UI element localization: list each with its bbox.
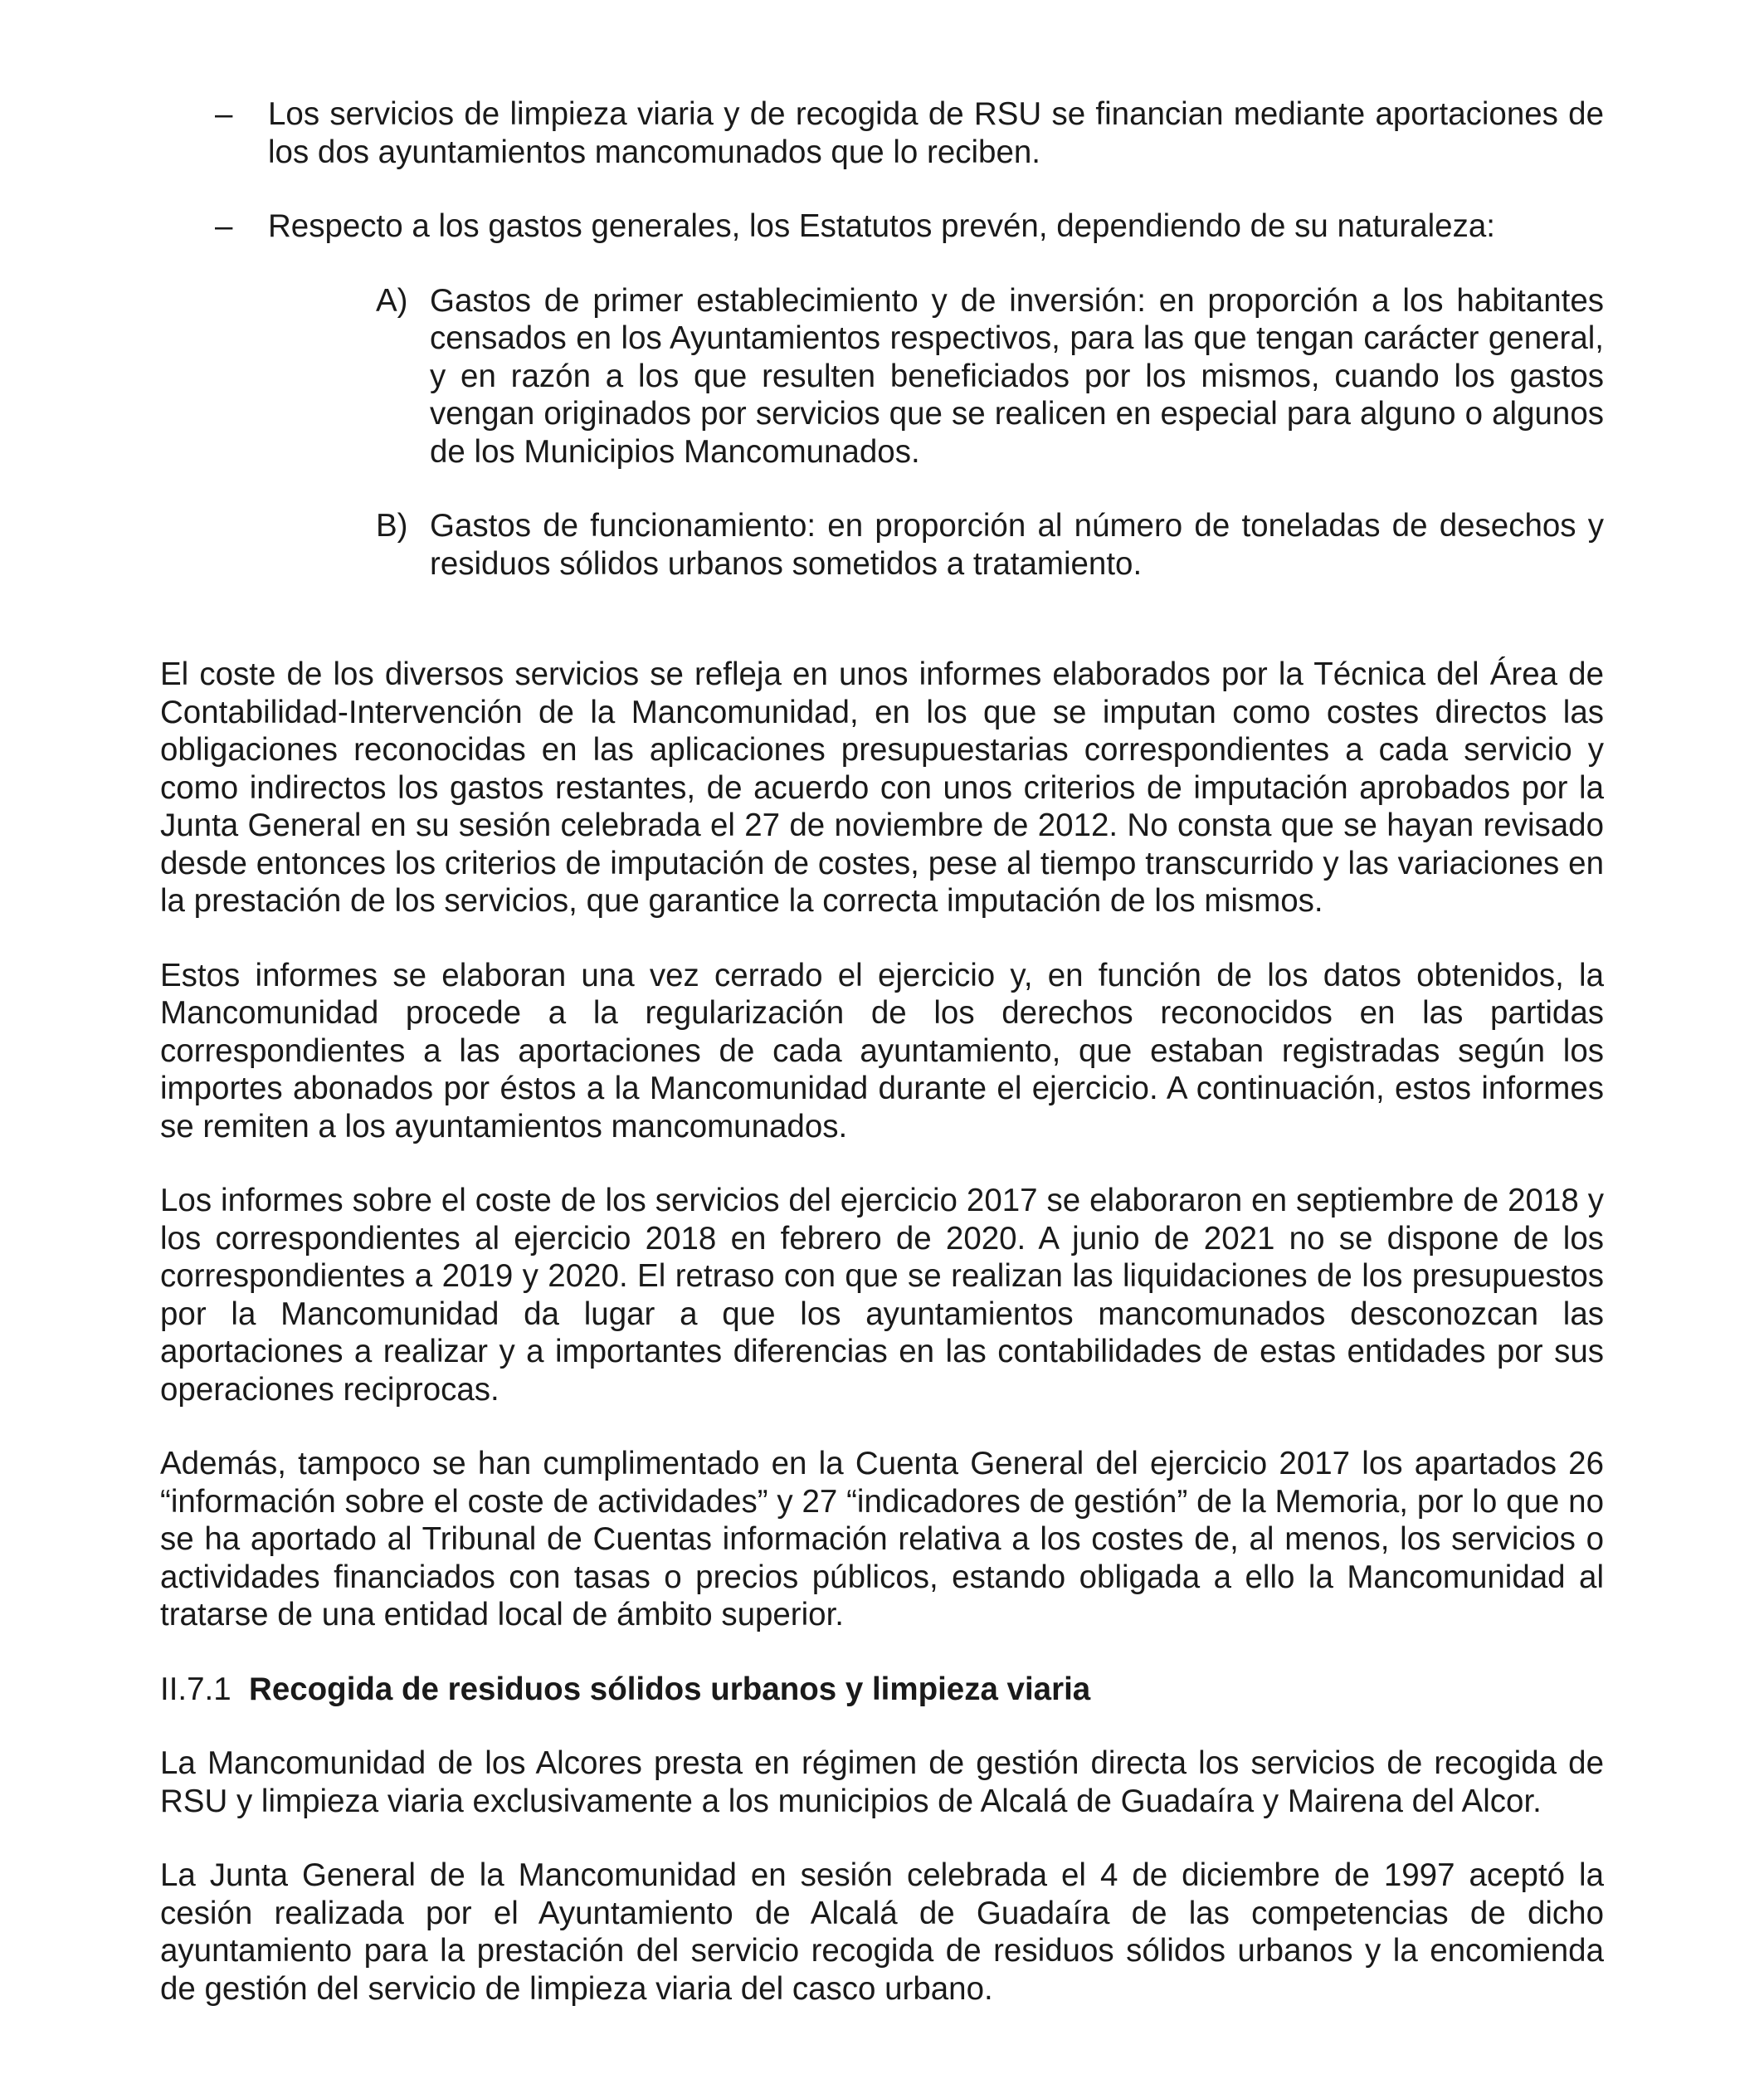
section-heading	[160, 1671, 1604, 1709]
paragraph-general-account: Además, tampoco se han cumplimentado en la Cuenta General del ejercicio 2017 los apartados 26 “información sobre el coste de actividades” y 27 “indicadores de gestión” de la Memoria, por lo que no se ha aportado al Tribunal de Cuentas información relativa a los costes de, al menos, los servicios o actividades financiados con tasas o precios públicos, estando obligada a ello la Mancomunidad al tratarse de una entidad local de ámbito superior.	[160, 1446, 1604, 1632]
list-item-text: Los servicios de limpieza viaria y de recogida de RSU se financian mediante aportaciones de los dos ayuntamientos mancomunados que lo reciben.	[268, 96, 1604, 170]
paragraph-report-process: Estos informes se elaboran una vez cerrado el ejercicio y, en función de los datos obtenidos, la Mancomunidad procede a la regularización de los derechos reconocidos en las partidas correspondientes a las aportaciones de cada ayuntamiento, que estaban registradas según los importes abonados por éstos a la Mancomunidad durante el ejercicio. A continuación, estos informes se remiten a los ayuntamientos mancomunados.	[160, 957, 1604, 1144]
dash-bullet: –	[215, 96, 233, 132]
document-page	[160, 95, 1604, 2008]
paragraph-service-scope: La Mancomunidad de los Alcores presta en régimen de gestión directa los servicios de recogida de RSU y limpieza viaria exclusivamente a los municipios de Alcalá de Guadaíra y Mairena del Alcor.	[160, 1745, 1604, 1819]
list-item-text: Respecto a los gastos generales, los Estatutos prevén, dependiendo de su naturaleza:	[268, 208, 1495, 244]
section-number: II.7.1	[160, 1671, 231, 1707]
sub-list-marker: B)	[376, 508, 408, 544]
paragraph-competence-transfer: La Junta General de la Mancomunidad en sesión celebrada el 4 de diciembre de 1997 aceptó la cesión realizada por el Ayuntamiento de Alcalá de Guadaíra de las competencias de dicho ayuntamiento para la prestación del servicio recogida de residuos sólidos urbanos y la encomienda de gestión del servicio de limpieza viaria del casco urbano.	[160, 1857, 1604, 2007]
paragraph-cost-reports: El coste de los diversos servicios se refleja en unos informes elaborados por la Técnica del Área de Contabilidad-Intervención de la Mancomunidad, en los que se imputan como costes directos las obligaciones reconocidas en las aplicaciones presupuestarias correspondientes a cada servicio y como indirectos los gastos restantes, de acuerdo con unos criterios de imputación aprobados por la Junta General en su sesión celebrada el 27 de noviembre de 2012. No consta que se hayan revisado desde entonces los criterios de imputación de costes, pese al tiempo transcurrido y las variaciones en la prestación de los servicios, que garantice la correcta imputación de los mismos.	[160, 656, 1604, 919]
paragraph-report-delays: Los informes sobre el coste de los servicios del ejercicio 2017 se elaboraron en septiembre de 2018 y los correspondientes al ejercicio 2018 en febrero de 2020. A junio de 2021 no se dispone de los correspondientes a 2019 y 2020. El retraso con que se realizan las liquidaciones de los presupuestos por la Mancomunidad da lugar a que los ayuntamientos mancomunados desconozcan las aportaciones a realizar y a importantes diferencias en las contabilidades de estas entidades por sus operaciones reciprocas.	[160, 1183, 1604, 1408]
sub-list-text: Gastos de primer establecimiento y de inversión: en proporción a los habitantes censados en los Ayuntamientos respectivos, para las que tengan carácter general, y en razón a los que resulten beneficiados por los mismos, cuando los gastos vengan originados por servicios que se realicen en especial para alguno o algunos de los Municipios Mancomunados.	[430, 282, 1604, 470]
list-item	[160, 95, 1604, 171]
sub-list-marker: A)	[376, 282, 408, 319]
sub-list-item-a	[160, 282, 1604, 471]
section-title: Recogida de residuos sólidos urbanos y limpieza viaria	[249, 1671, 1091, 1707]
list-item	[160, 207, 1604, 246]
sub-list-text: Gastos de funcionamiento: en proporción al número de toneladas de desechos y residuos sólidos urbanos sometidos a tratamiento.	[430, 508, 1604, 582]
sub-list-item-b	[160, 507, 1604, 583]
dash-bullet: –	[215, 208, 233, 244]
